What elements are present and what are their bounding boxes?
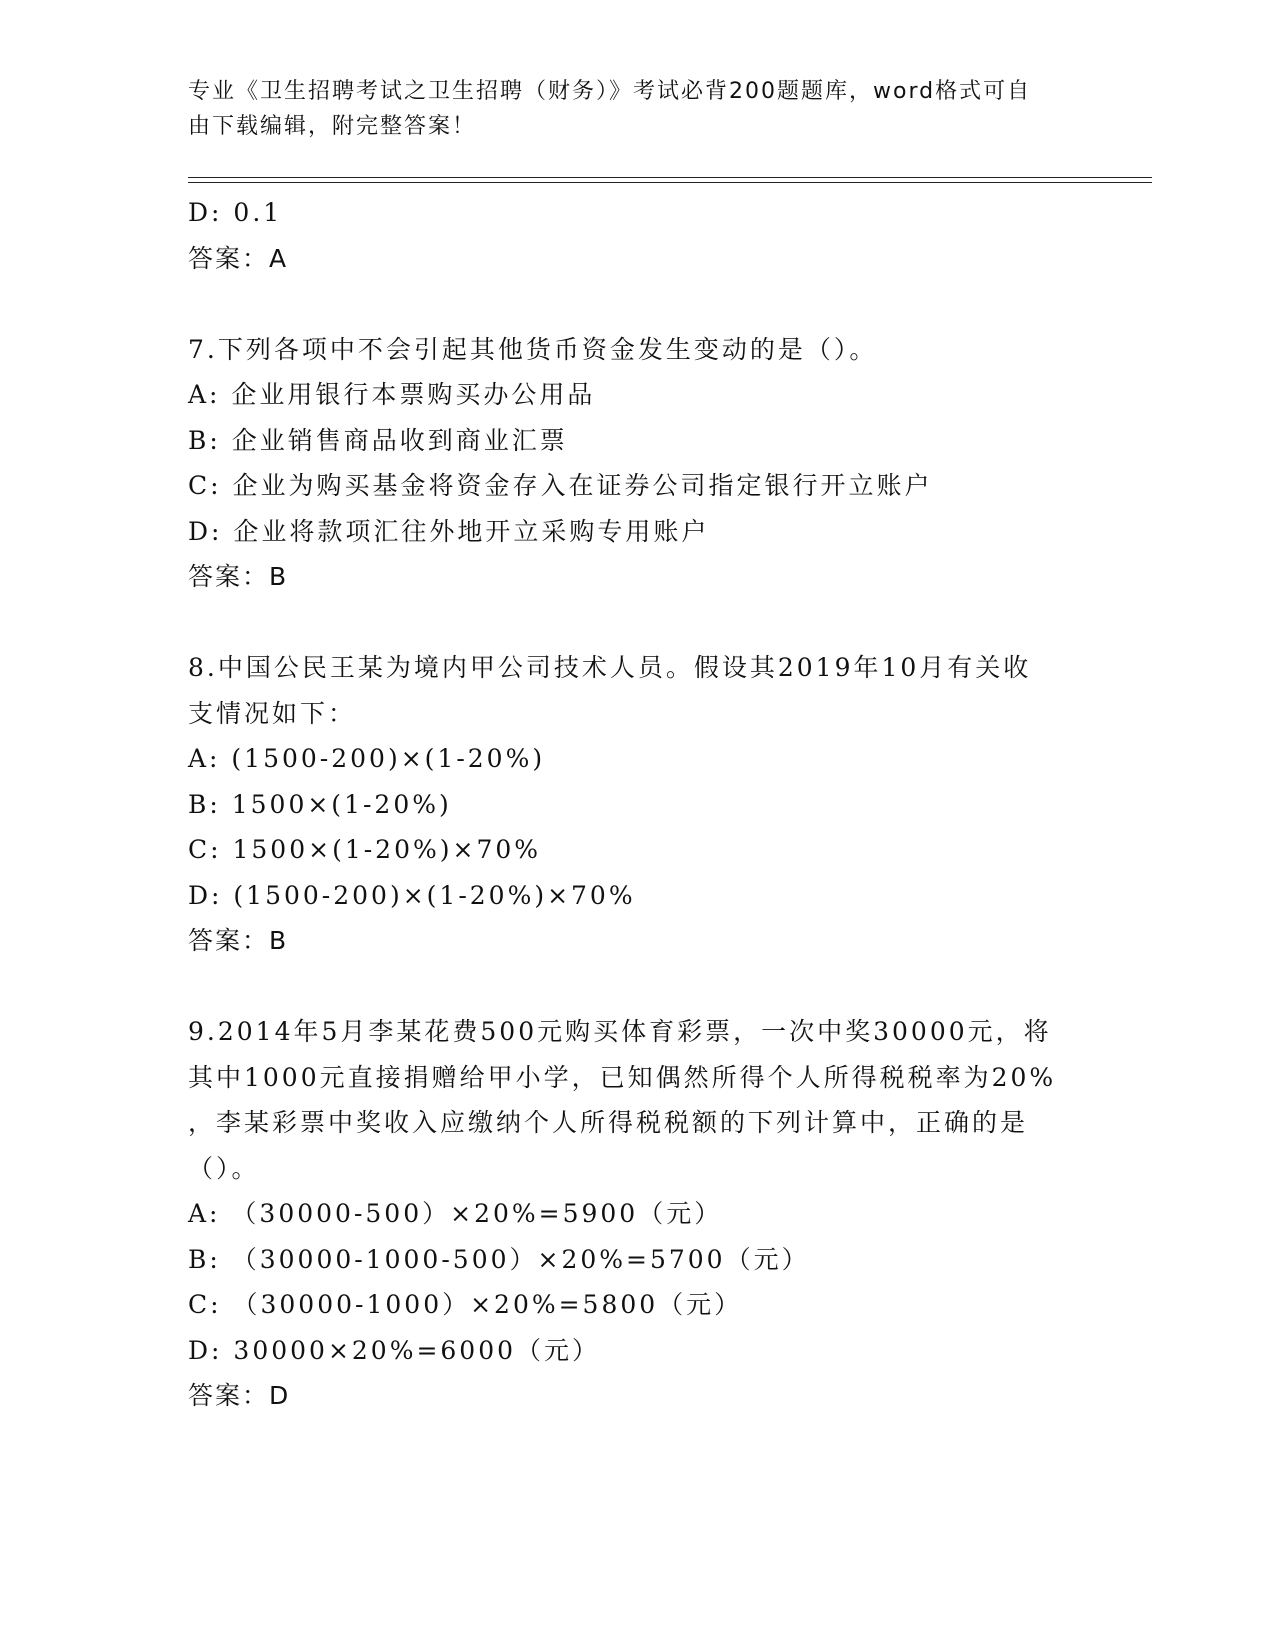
option-d: D: 30000×20%=6000（元）: [188, 1335, 601, 1365]
option-c: C: 企业为购买基金将资金存入在证券公司指定银行开立账户: [188, 471, 933, 500]
header-line-2: 由下载编辑，附完整答案！: [188, 114, 477, 139]
option-a: A: (1500-200)×(1-20%): [188, 744, 546, 773]
document-header: [188, 74, 1068, 144]
question-9: [188, 1009, 1088, 1419]
spacer: [188, 600, 1088, 646]
answer: 答案：D: [188, 1381, 291, 1410]
header-divider: [188, 177, 1152, 178]
header-line-1: 专业《卫生招聘考试之卫生招聘（财务）》考试必背200题题库，word格式可自: [188, 79, 1032, 104]
question-stem: （）。: [188, 1153, 260, 1183]
document-body: [188, 190, 1088, 1419]
question-8: [188, 645, 1088, 964]
option-c: C: 1500×(1-20%)×70%: [188, 835, 542, 864]
option-d: D: 企业将款项汇往外地开立采购专用账户: [188, 516, 710, 546]
question-stem: 7.下列各项中不会引起其他货币资金发生变动的是（）。: [188, 334, 878, 364]
option-b: B: （30000-1000-500）×20%=5700（元）: [188, 1244, 810, 1274]
question-stem: 支情况如下：: [188, 698, 357, 728]
spacer: [188, 964, 1088, 1010]
question-stem: 其中1000元直接捐赠给甲小学，已知偶然所得个人所得税税率为20%: [188, 1062, 1057, 1092]
question-7: [188, 327, 1088, 600]
answer: 答案：B: [188, 562, 289, 591]
answer: 答案：B: [188, 926, 289, 955]
option-c: C: （30000-1000）×20%=5800（元）: [188, 1290, 743, 1319]
question-stem: ，李某彩票中奖收入应缴纳个人所得税税额的下列计算中，正确的是: [188, 1108, 1029, 1137]
option-d: D: (1500-200)×(1-20%)×70%: [188, 880, 636, 910]
question-stem: 9.2014年5月李某花费500元购买体育彩票，一次中奖30000元，将: [188, 1017, 1052, 1046]
option-a: A: （30000-500）×20%=5900（元）: [188, 1199, 723, 1228]
option-b: B: 企业销售商品收到商业汇票: [188, 425, 568, 455]
option-b: B: 1500×(1-20%): [188, 789, 452, 819]
header-divider-second: [188, 182, 1152, 183]
previous-option-d: D: 0.1: [188, 198, 283, 227]
spacer: [188, 281, 1088, 327]
previous-answer: 答案：A: [188, 243, 289, 273]
question-stem: 8.中国公民王某为境内甲公司技术人员。假设其2019年10月有关收: [188, 653, 1032, 682]
option-a: A: 企业用银行本票购买办公用品: [188, 380, 596, 409]
